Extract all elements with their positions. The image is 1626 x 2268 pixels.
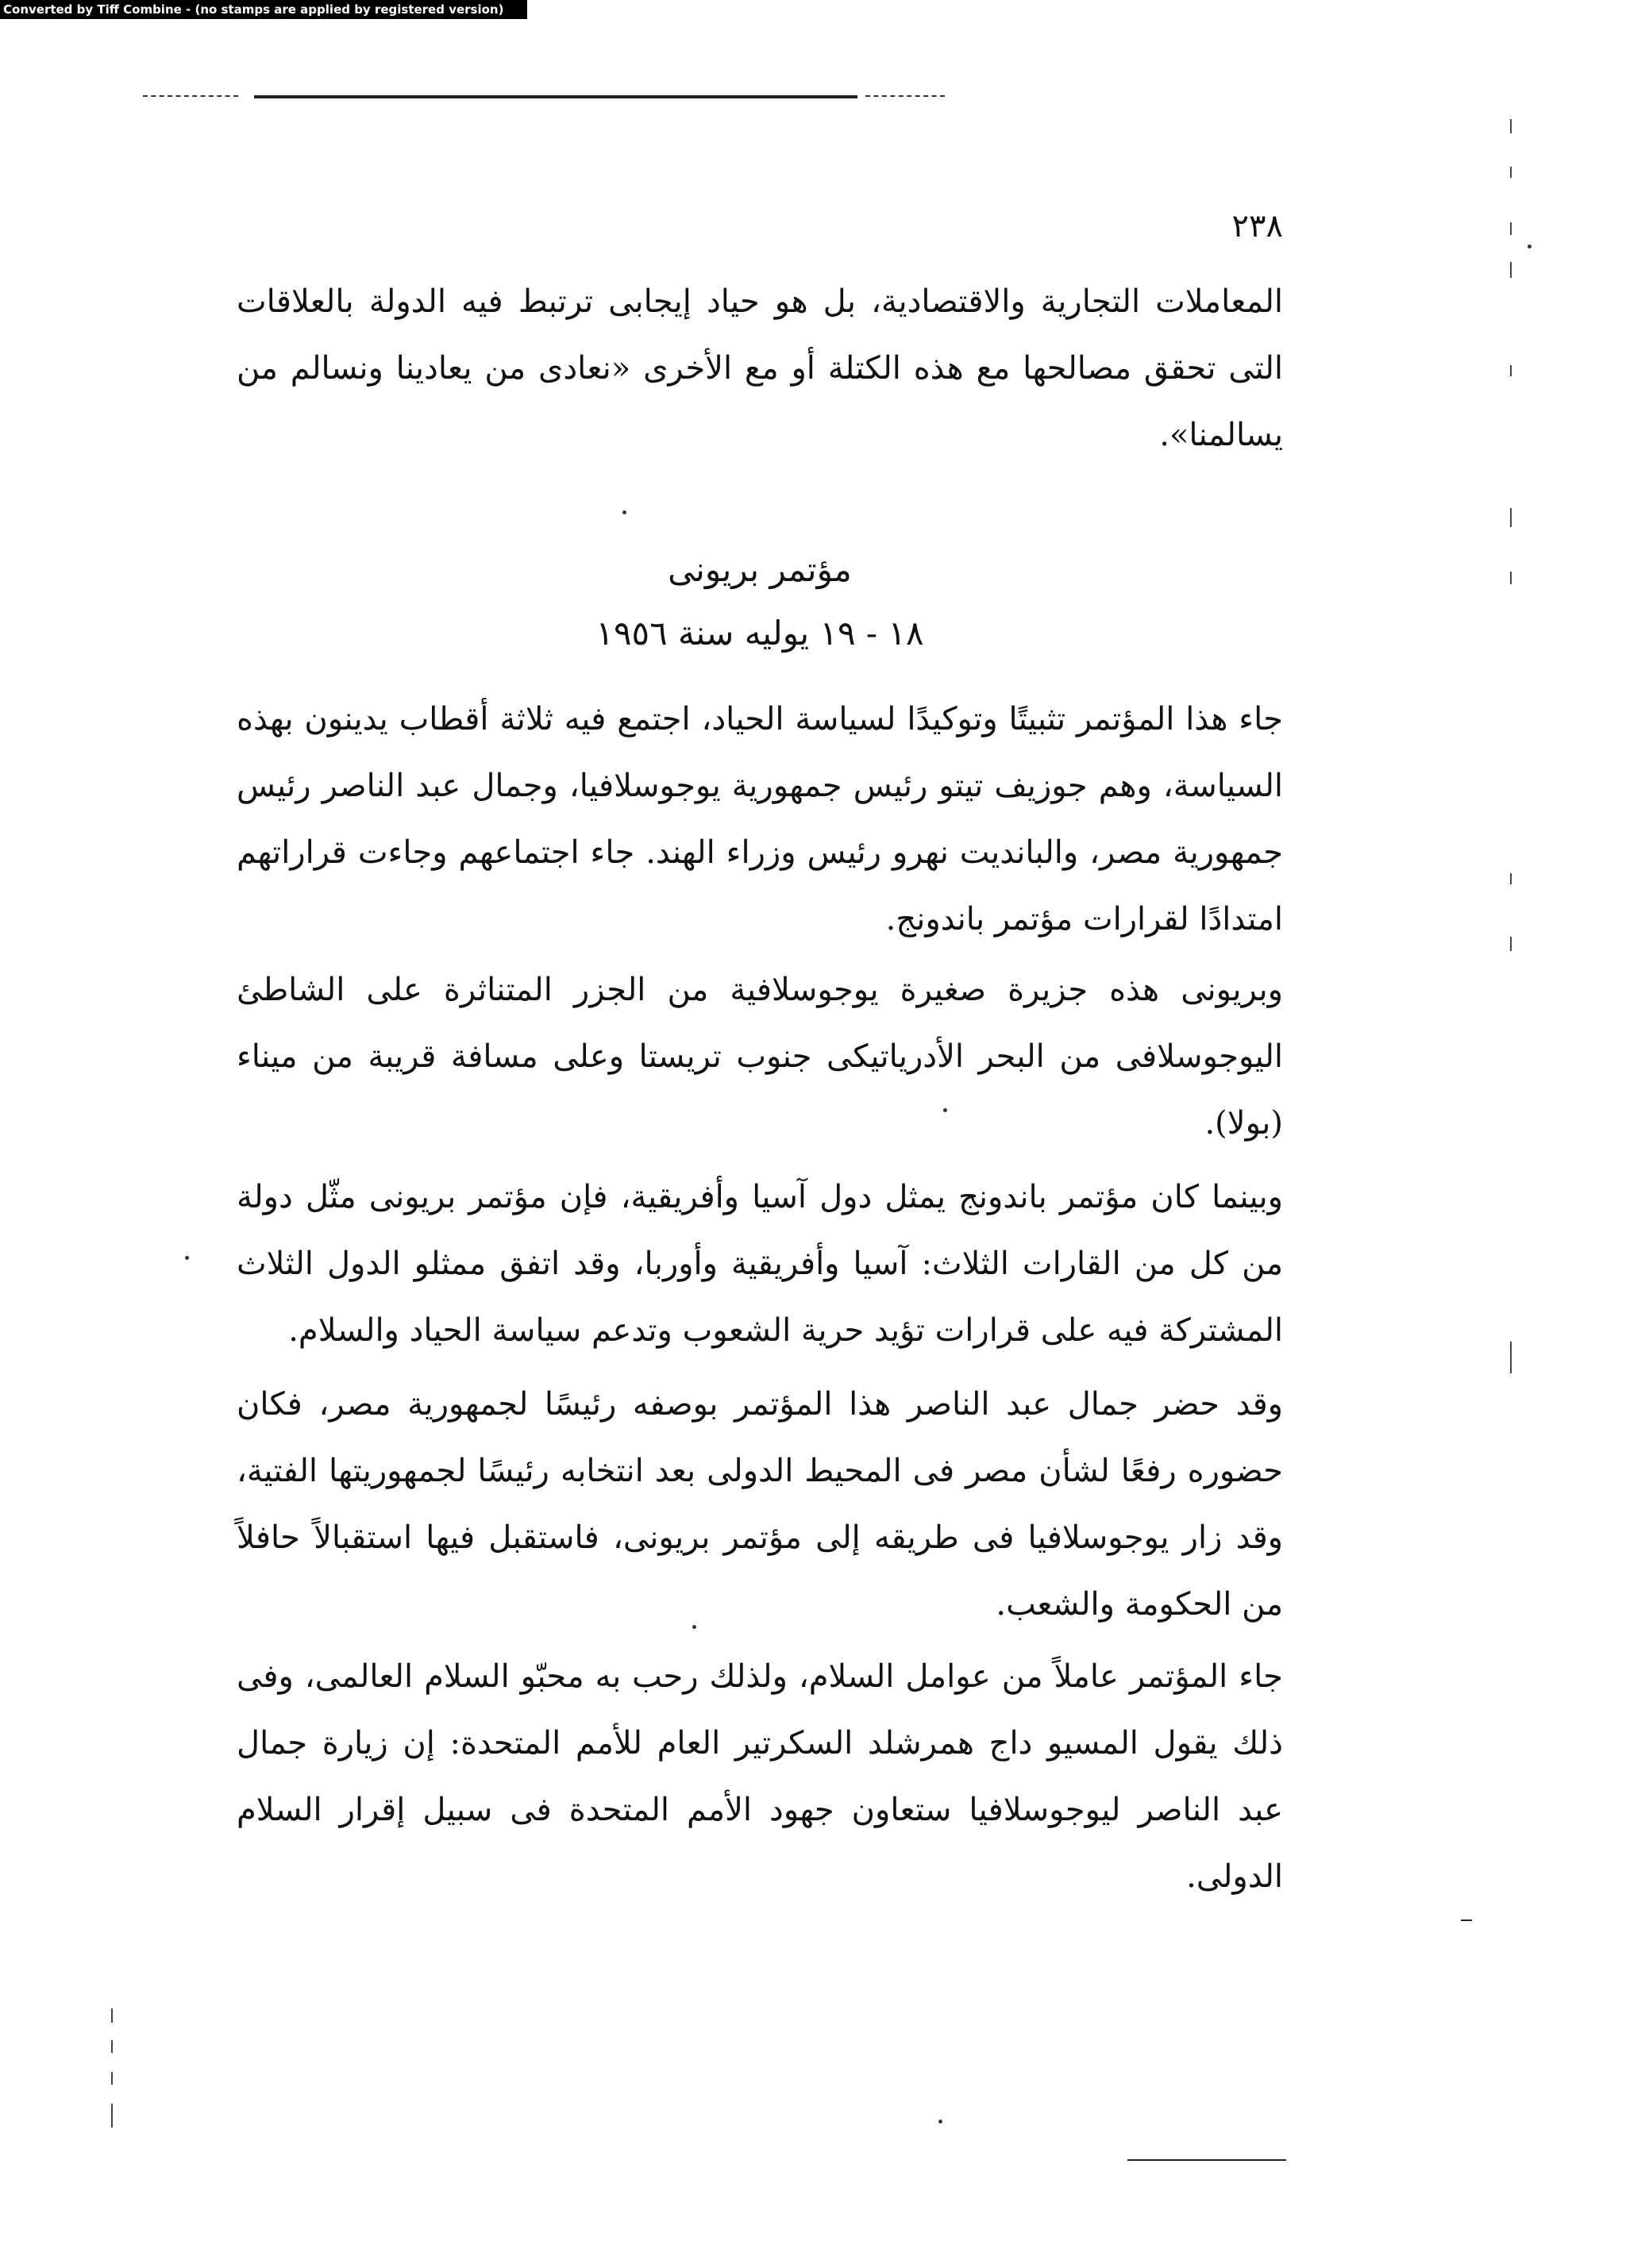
top-rule-right-dash [865,95,945,97]
paragraph-3 [237,1164,1283,1364]
margin-tick [1510,222,1512,235]
section-heading [237,538,1283,665]
paragraph-5 [237,1643,1283,1910]
paragraph-2 [237,957,1283,1157]
paragraph-1 [237,686,1283,953]
margin-tick [1510,365,1512,376]
paragraph-4 [237,1371,1283,1638]
margin-tick [1510,873,1512,884]
margin-tick [1510,937,1512,951]
section-title: مؤتمر بريونى [668,550,852,589]
margin-tick [111,2008,113,2023]
bottom-rule [1127,2159,1286,2161]
body-paragraph: وبينما كان مؤتمر باندونج يمثل دول آسيا وأفريقية، فإن مؤتمر بريونى مثّل دولة من كل من القارات الثلاث: آسيا وأفريقية وأوربا، وقد اتفق ممثلو الدول الثلاث المشتركة فيه على قرارات تؤيد حرية الشعوب وتدعم سياسة الحياد والسلام. [237,1179,1283,1349]
scan-speck [622,510,626,514]
body-paragraph: وقد حضر جمال عبد الناصر هذا المؤتمر بوصفه رئيسًا لجمهورية مصر، فكان حضوره رفعًا لشأن مصر فى المحيط الدولى بعد انتخابه رئيسًا لجمهوريتها الفتية، وقد زار يوجوسلافيا فى طريقه إلى مؤتمر بريونى، فاستقبل فيها استقبالاً حافلاً من الحكومة والشعب. [237,1386,1283,1623]
margin-tick [1510,262,1512,278]
scan-speck [185,1256,189,1260]
body-paragraph: جاء هذا المؤتمر تثبيتًا وتوكيدًا لسياسة الحياد، اجتمع فيه ثلاثة أقطاب يدينون بهذه السياسة، وهم جوزيف تيتو رئيس جمهورية يوجوسلافيا، وجمال عبد الناصر رئيس جمهورية مصر، والبانديت نهرو رئيس وزراء الهند. جاء اجتماعهم وجاءت قراراتهم امتدادًا لقرارات مؤتمر باندونج. [237,701,1283,938]
margin-tick [111,2040,113,2053]
margin-tick [1510,167,1512,178]
margin-tick [1510,508,1512,527]
scan-converter-banner: Converted by Tiff Combine - (no stamps are applied by registered version) [0,0,527,19]
scan-speck [938,2120,942,2124]
body-paragraph: المعاملات التجارية والاقتصادية، بل هو حياد إيجابى ترتبط فيه الدولة بالعلاقات التى تحقق مصالحها مع هذه الكتلة أو مع الأخرى «نعادى من يعادينا ونسالم من يسالمنا». [237,283,1283,453]
margin-tick [111,2072,113,2085]
section-date: ١٨ - ١٩ يوليه سنة ١٩٥٦ [595,614,924,653]
margin-tick [1510,572,1512,584]
margin-tick [1510,1342,1512,1373]
margin-tick [111,2104,113,2127]
body-paragraph: جاء المؤتمر عاملاً من عوامل السلام، ولذلك رحب به محبّو السلام العالمى، وفى ذلك يقول المسيو داج همرشلد السكرتير العام للأمم المتحدة: إن زيارة جمال عبد الناصر ليوجوسلافيا ستعاون جهود الأمم المتحدة فى سبيل إقرار السلام الدولى. [237,1658,1283,1895]
body-paragraph: وبريونى هذه جزيرة صغيرة يوجوسلافية من الجزر المتناثرة على الشاطئ اليوجوسلافى من البحر الأدرياتيكى جنوب تريستا وعلى مسافة قريبة من ميناء (بولا). [237,972,1283,1142]
page-number: ٢٣٨ [1231,208,1283,245]
bottom-mark [1461,1920,1472,1921]
margin-tick [1510,119,1512,133]
top-rule-left-dash [143,95,238,97]
margin-speck [1528,245,1532,248]
continuation-paragraph [237,268,1283,468]
top-rule [254,95,857,98]
